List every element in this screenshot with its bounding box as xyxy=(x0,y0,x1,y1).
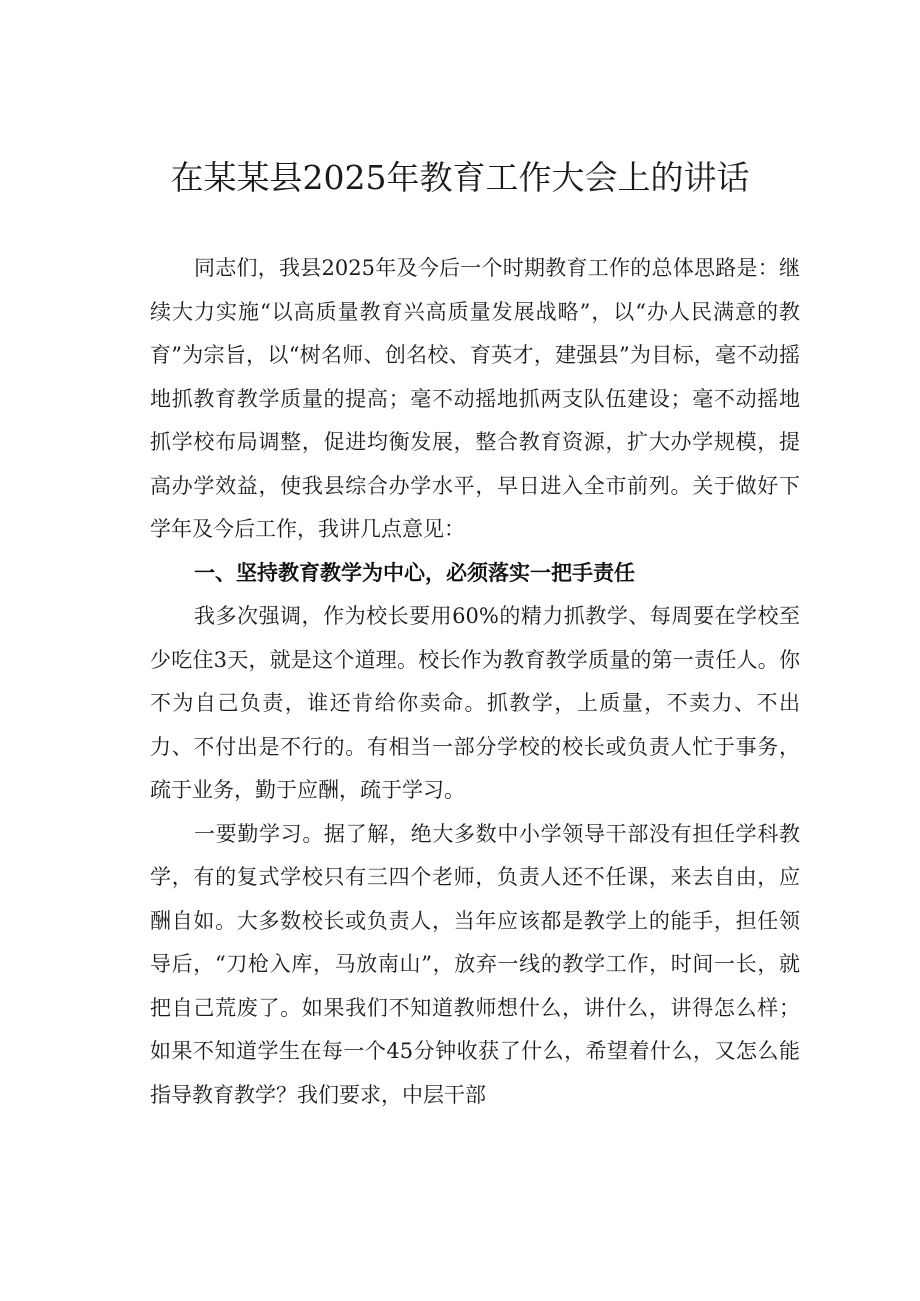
intro-paragraph: 同志们，我县2025年及今后一个时期教育工作的总体思路是：继续大力实施“以高质量教育兴高质量发展战略”，以“办人民满意的教育”为宗旨，以“树名师、创名校、育英才，建强县”为目标，毫不动摇地抓教育教学质量的提高；毫不动摇地抓两支队伍建设；毫不动摇地抓学校布局调整，促进均衡发展，整合教育资源，扩大办学规模，提高办学效益，使我县综合办学水平，早日进入全市前列。关于做好下学年及今后工作，我讲几点意见： xyxy=(150,256,800,541)
section-1-paragraph-2: 一要勤学习。据了解，绝大多数中小学领导干部没有担任学科教学，有的复式学校只有三四个老师，负责人还不任课，来去自由，应酬自如。大多数校长或负责人，当年应该都是教学上的能手，担任领导后，“刀枪入库，马放南山”，放弃一线的教学工作，时间一长，就把自己荒废了。如果我们不知道教师想什么，讲什么，讲得怎么样；如果不知道学生在每一个45分钟收获了什么，希望着什么，又怎么能指导教育教学？我们要求，中层干部 xyxy=(150,821,800,1107)
document-body xyxy=(150,247,800,1117)
section-heading-1: 一、坚持教育教学为中心，必须落实一把手责任 xyxy=(194,560,635,585)
document-title: 在某某县2025年教育工作大会上的讲话 xyxy=(170,158,750,197)
section-1-paragraph-1: 我多次强调，作为校长要用60%的精力抓教学、每周要在学校至少吃住3天，就是这个道理。校长作为教育教学质量的第一责任人。你不为自己负责，谁还肯给你卖命。抓教学，上质量，不卖力、不出力、不付出是不行的。有相当一部分学校的校长或负责人忙于事务，疏于业务，勤于应酬，疏于学习。 xyxy=(150,604,800,802)
